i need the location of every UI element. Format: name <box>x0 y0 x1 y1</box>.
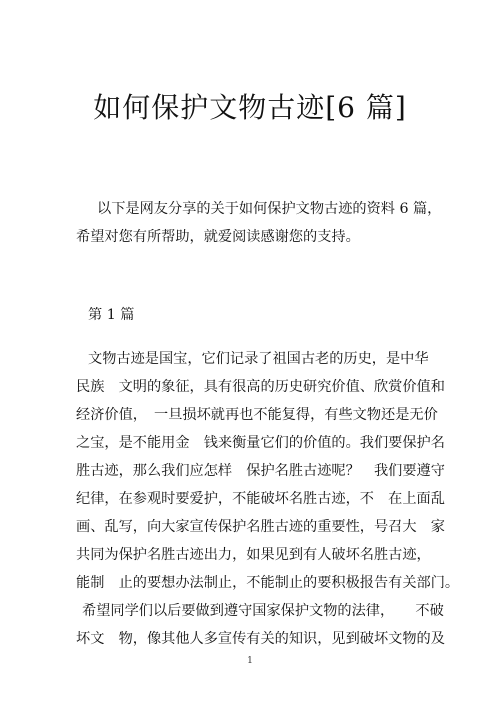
page-number: 1 <box>247 656 253 666</box>
body-line: 坏文 物，像其他人多宣传有关的知识，见到破坏文物的及 <box>76 631 445 647</box>
document-title: 如何保护文物古迹[6 篇] <box>93 91 407 124</box>
body-line: 共同为保护名胜古迹出力，如果见到有人破坏名胜古迹， <box>76 547 431 563</box>
body-line: 能制 止的要想办法制止，不能制止的要积极报告有关部门。 <box>76 575 460 591</box>
section-heading: 第 1 篇 <box>88 307 135 323</box>
intro-line: 希望对您有所帮助，就爱阅读感谢您的支持。 <box>76 229 360 245</box>
body-line: 民族 文明的象征，具有很高的历史研究价值、欣赏价值和 <box>76 379 445 395</box>
body-line: 之宝，是不能用金 钱来衡量它们的价值的。我们要保护名 <box>76 435 445 451</box>
body-line: 经济价值， 一旦损坏就再也不能复得，有些文物还是无价 <box>76 407 438 423</box>
body-line: 纪律，在参观时要爱护，不能破坏名胜古迹，不 在上面乱 <box>76 491 445 507</box>
body-line: 胜古迹，那么我们应怎样 保护名胜古迹呢？ 我们要遵守 <box>76 463 445 479</box>
body-line: 画、乱写，向大家宣传保护名胜古迹的重要性，号召大 家 <box>76 519 445 535</box>
body-line: 希望同学们以后要做到遵守国家保护文物的法律， 不破 <box>82 603 444 619</box>
intro-line: 以下是网友分享的关于如何保护文物古迹的资料 6 篇， <box>97 201 442 217</box>
body-line: 文物古迹是国宝，它们记录了祖国古老的历史，是中华 <box>88 351 429 367</box>
